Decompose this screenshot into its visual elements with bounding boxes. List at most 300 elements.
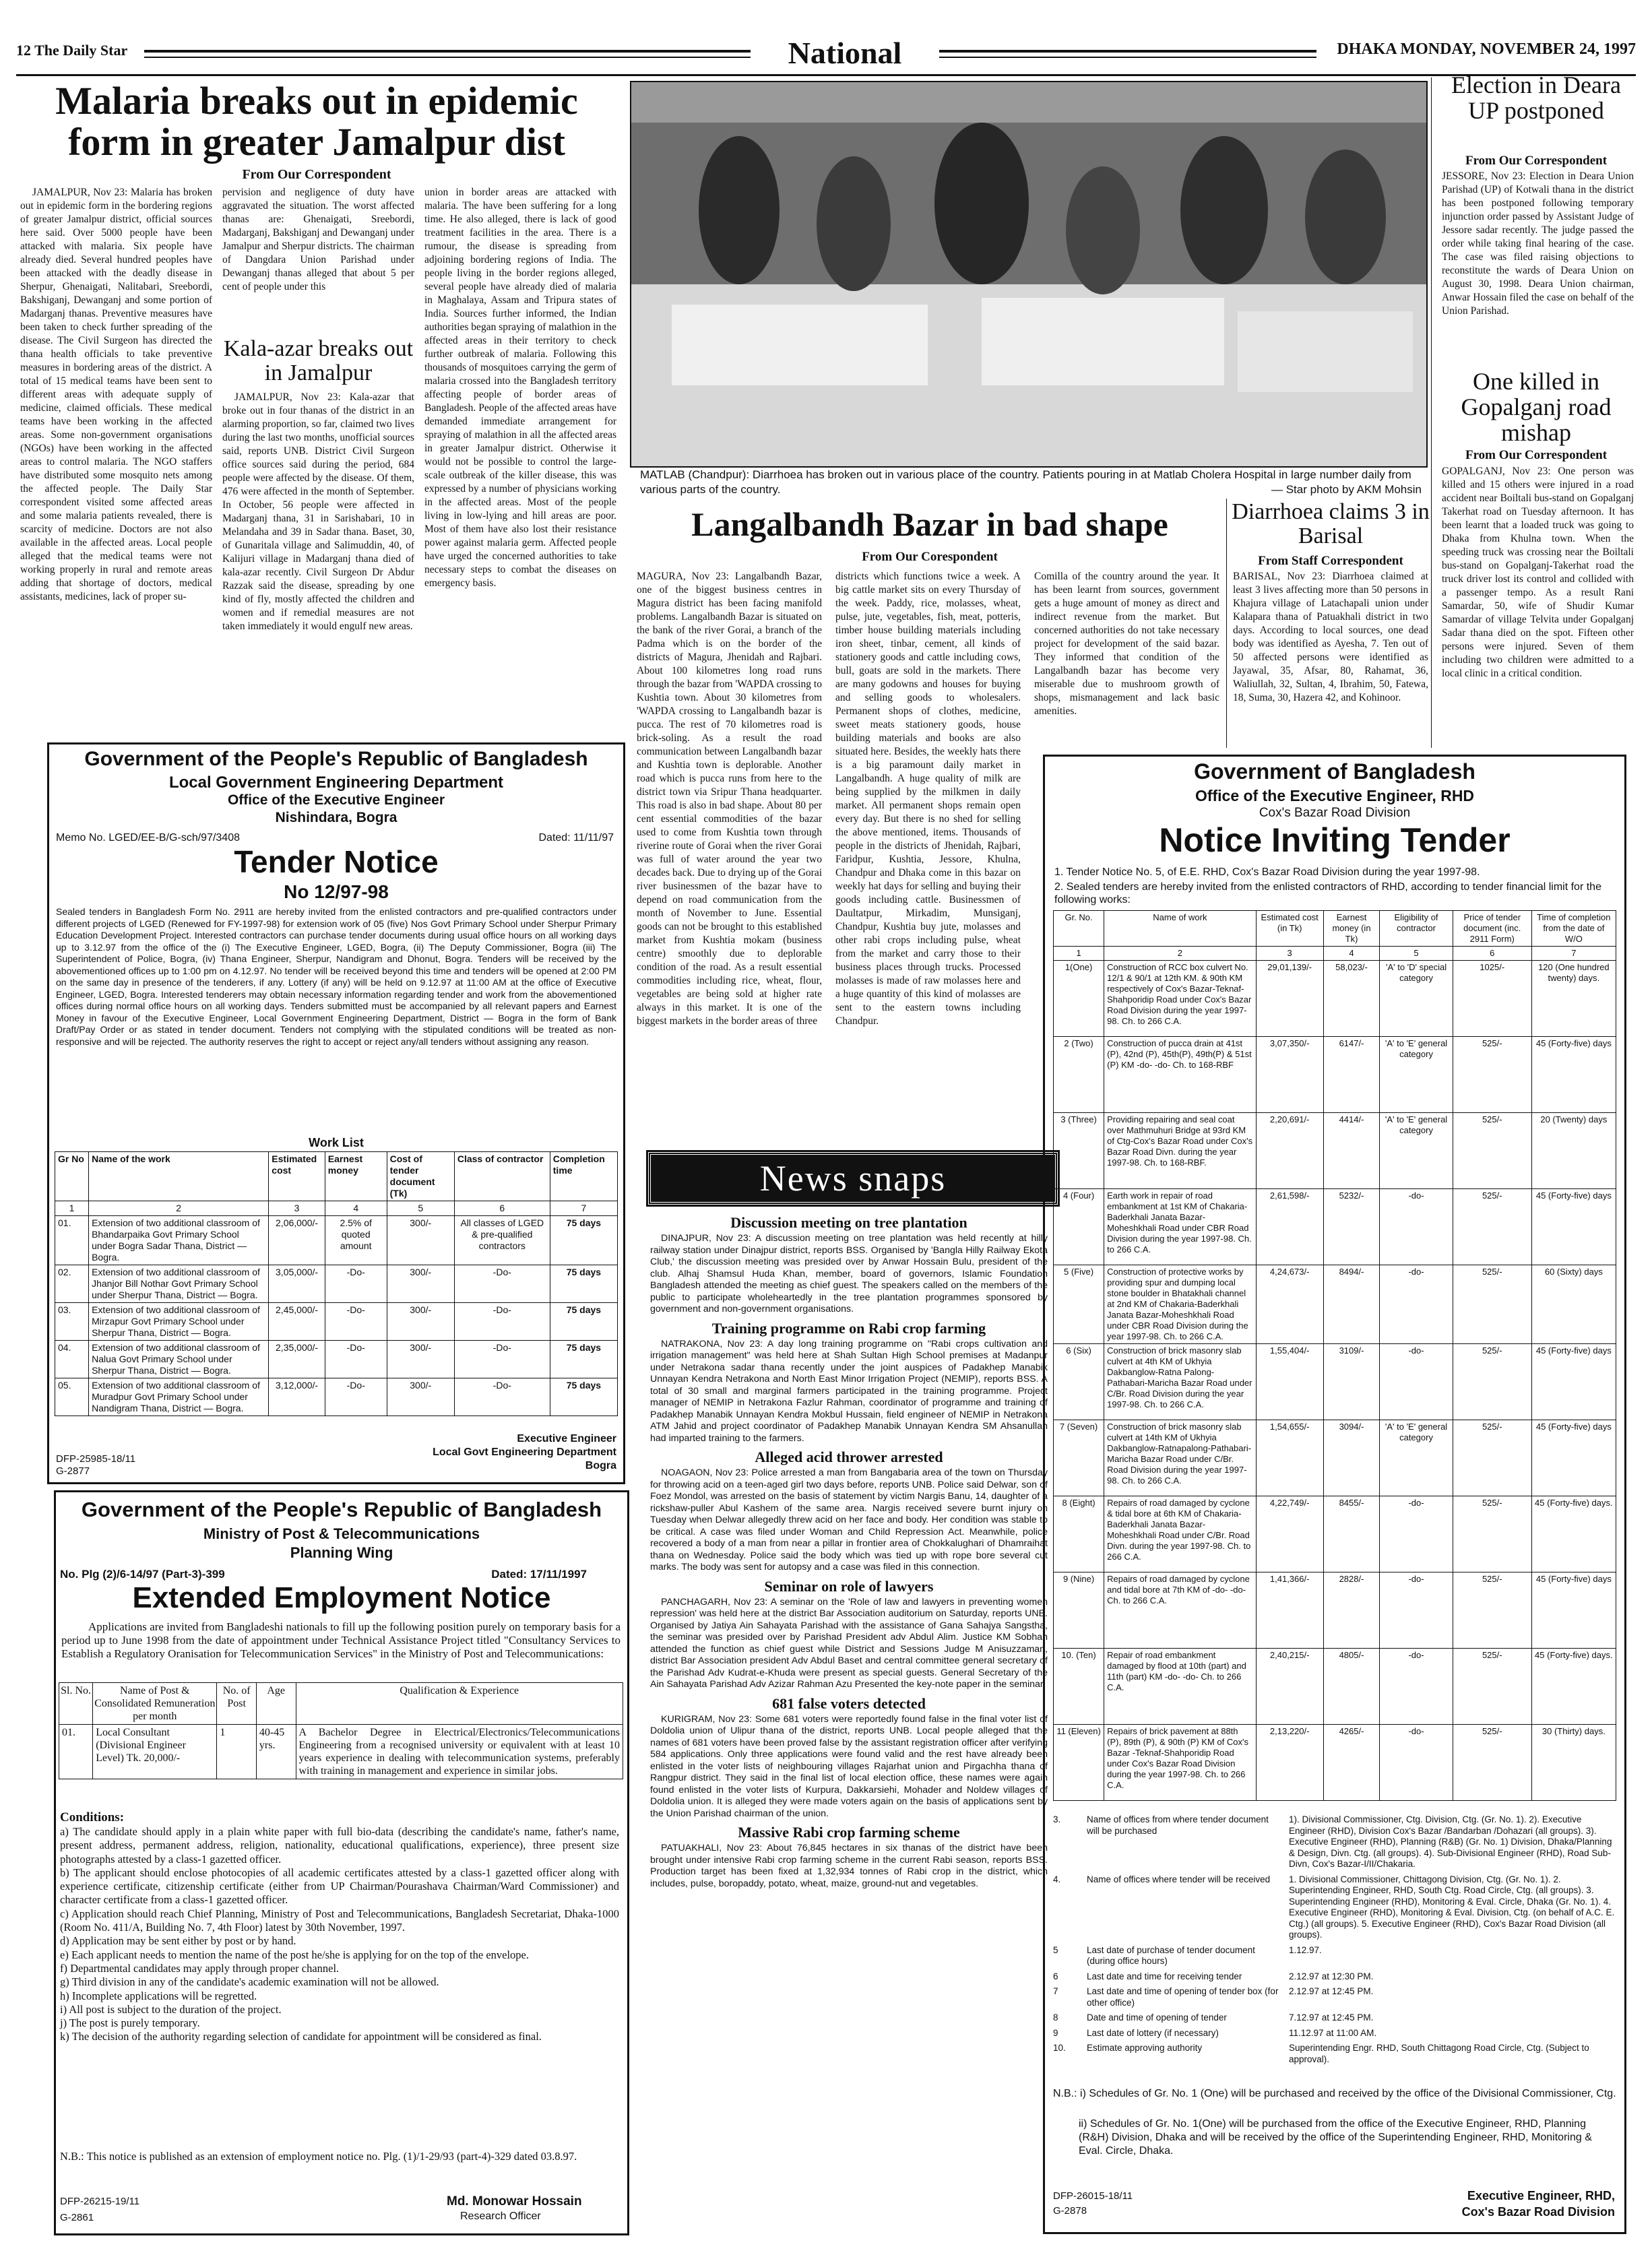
rhd-col-header: Estimated cost (in Tk) xyxy=(1256,911,1323,947)
langalbandh-headline: Langalbandh Bazar in bad shape xyxy=(691,505,1168,543)
snap-headline: 681 false voters detected xyxy=(772,1694,926,1712)
table-cell: 3 (Three) xyxy=(1054,1113,1104,1189)
table-cell: 2,13,220/- xyxy=(1256,1725,1323,1801)
condition-item: a) The candidate should apply in a plain white paper with full bio-data (describing the candidate's name, father's name, present address, permanent address, religion, nationality, educational qualifications, experience), three present size photographs attested by a class-1 gazetted officer. xyxy=(60,1825,619,1866)
table-row xyxy=(55,1216,618,1265)
table-cell: 525/- xyxy=(1453,1189,1531,1265)
malaria-col2: pervision and negligence of duty have aggravated the situation. The worst affected thanas are: Ghenaigati, Sreebordi, Madarganj, Bakshiganj and Dewanganj under Jamalpur and Sherpur districts. The chairman of Dangdara Union Parishad under Dewanganj thanas alleged that about 5 per cent of people under this xyxy=(222,187,414,292)
table-cell: Earth work in repair of road embankment at 1st KM of Chakaria-Baderkhali Janata Bazar-Moheshkhali Road under CBR Road Division during the year 1997-98. Ch. to 266 C.A. xyxy=(1104,1189,1256,1265)
snap-headline: Alleged acid thrower arrested xyxy=(755,1449,943,1465)
table-cell: 45 (Forty-five) days xyxy=(1531,1572,1616,1649)
rhd-col-header: Price of tender document (inc. 2911 Form) xyxy=(1453,911,1531,947)
rhd-p1: 1. Tender Notice No. 5, of E.E. RHD, Cox's Bazar Road Division during the year 1997-98. xyxy=(1054,866,1480,878)
info-label: Name of offices from where tender document will be purchased xyxy=(1087,1814,1269,1836)
rhd-col-number: 2 xyxy=(1104,947,1256,961)
table-cell: 40-45 yrs. xyxy=(256,1725,296,1779)
info-value: 2.12.97 at 12:45 PM. xyxy=(1289,1986,1374,1996)
deara-body: JESSORE, Nov 23: Election in Deara Union Parishad (UP) of Kotwali thana in the district has been postponed following temporary injunction order passed by Assistant Judge of Jessore sadar recently. The judge passed the order while taking final hearing of the case. The case was filed raising objections to reconstitute the wards of Deara Union on August 30, 1998. Deara Union chairman, Anwar Hossain filed the case on behalf of the Union Parishad. xyxy=(1442,170,1634,317)
table-cell: 2,45,000/- xyxy=(269,1303,325,1341)
rhd-col-number: 6 xyxy=(1453,947,1531,961)
table-cell: -do- xyxy=(1380,1725,1453,1801)
lged-col-header: Earnest money xyxy=(325,1152,387,1201)
table-cell: Construction of brick masonry slab culvert at 14th KM of Ukhyia Dakbanglow-Ratnapalong-Pathabari-Maricha Bazar Road under C/Br. Road Division during the year 1997-98. Ch. to 266 C.A. xyxy=(1104,1420,1256,1496)
top-rule xyxy=(16,74,1636,76)
malaria-headline: Malaria breaks out in epidemic form in greater Jamalpur dist xyxy=(55,79,578,164)
table-cell: 75 days xyxy=(550,1341,617,1378)
info-label: Last date of lottery (if necessary) xyxy=(1087,2027,1219,2038)
info-label: Last date and time of opening of tender box (for other office) xyxy=(1087,1986,1279,2008)
photo-credit: — Star photo by AKM Mohsin xyxy=(1271,483,1422,496)
table-cell: 6147/- xyxy=(1323,1037,1380,1113)
deara-byline: From Our Correspondent xyxy=(1465,154,1608,168)
table-cell: 'A' to 'D' special category xyxy=(1380,961,1453,1037)
lged-work-table xyxy=(55,1151,618,1416)
table-row xyxy=(1054,1725,1616,1801)
table-cell: 10. (Ten) xyxy=(1054,1649,1104,1725)
table-cell: 2,40,215/- xyxy=(1256,1649,1323,1725)
rhd-div: Cox's Bazar Road Division xyxy=(1259,806,1411,820)
table-cell: 01. xyxy=(59,1725,93,1779)
table-cell: -Do- xyxy=(325,1303,387,1341)
lged-tender-notice xyxy=(47,742,625,1484)
table-cell: 3,12,000/- xyxy=(269,1378,325,1416)
table-cell: 01. xyxy=(55,1216,89,1265)
lged-sign2: Local Govt Engineering Department xyxy=(433,1447,616,1458)
info-row xyxy=(1053,2028,1616,2039)
emp-ministry: Ministry of Post & Telecommunications xyxy=(203,1525,480,1542)
malaria-col3: union in border areas are attacked with malaria. The have been suffering for a long time. He also alleged, there is lack of good treatment facilities in the area. There is a rumour, the disease is spreading from adjoining bordering regions of India. The people living in the border regions alleged, several people have already died of malaria in Maghalaya, Assam and Tripura states of India. Sources further informed, the Indian authorities began spraying of malathion in the affected areas in their territory to check further outbreak of malaria. Following this thousands of mosquitoes carrying the germ of malaria crossed into the Bangladesh territory affecting people of border areas of Bangladesh. People of the affected areas have demanded immediate arrangement for spraying of malathion in all the affected areas in greater Jamalpur district. Otherwise it would not be possible to control the large-scale outbreak of the killer disease, this was expressed by a number of physicians working in the affected areas. Most of the people living in low-lying and hill areas are poor. Most of them have also lost their resistance power against malaria germ. Affected people have urged the concerned authorities to take necessary steps to combat the diseases on emergency basis. xyxy=(424,187,616,589)
snap-headline: Seminar on role of lawyers xyxy=(764,1577,934,1595)
table-row xyxy=(1054,1189,1616,1265)
rhd-col-number: 5 xyxy=(1380,947,1453,961)
table-cell: 2,61,598/- xyxy=(1256,1189,1323,1265)
lged-col-number: 2 xyxy=(89,1201,269,1216)
emp-intro: Applications are invited from Bangladeshi nationals to fill up the following position purely on temporary basis for a period up to June 1998 from the date of appointment under Technical Assistance Project titled "Consultancy Services to Establish a Regulatory Oranisation for Telecommunication Services" in the Ministry of Post and Telecommunications: xyxy=(61,1620,621,1660)
news-snaps-list xyxy=(650,1210,1048,2221)
barisal-headline: Diarrhoea claims 3 in Barisal xyxy=(1232,499,1430,548)
table-cell: 1,55,404/- xyxy=(1256,1344,1323,1420)
table-cell: 1 xyxy=(217,1725,257,1779)
table-cell: 8 (Eight) xyxy=(1054,1496,1104,1572)
table-row xyxy=(55,1378,618,1416)
info-value: Superintending Engr. RHD, South Chittagong Road Circle, Ctg. (Subject to approval). xyxy=(1289,2043,1589,2064)
table-row xyxy=(55,1265,618,1303)
table-cell: Extension of two additional classroom of Nalua Govt Primary School under Sherpur Thana, District — Bogra. xyxy=(89,1341,269,1378)
table-row xyxy=(1054,1572,1616,1649)
rhd-col-header: Name of work xyxy=(1104,911,1256,947)
lged-col-header: Name of the work xyxy=(89,1152,269,1201)
table-cell: Repair of road embankment damaged by flood at 10th (part) and 11th (part) KM -do- -do- Ch. to 266 C.A. xyxy=(1104,1649,1256,1725)
table-cell: 525/- xyxy=(1453,1725,1531,1801)
table-cell: 45 (Forty-five) days. xyxy=(1531,1496,1616,1572)
emp-col-header: Qualification & Experience xyxy=(296,1683,623,1725)
table-cell: 75 days xyxy=(550,1303,617,1341)
table-cell: 8494/- xyxy=(1323,1265,1380,1344)
table-cell: 3109/- xyxy=(1323,1344,1380,1420)
rhd-nb2: ii) Schedules of Gr. No. 1(One) will be purchased from the office of the Executive Engineer, RHD, Planning (R&H) Division, Dhaka and will be received by the office of the Superintending Engineer, RHD, Monitoring & Eval. Circle, Dhaka. xyxy=(1079,2118,1592,2157)
emp-nb: N.B.: This notice is published as an extension of employment notice no. Plg. (1)/1-29/93 (part-4)-329 dated 03.8.97. xyxy=(60,2150,577,2163)
rhd-col-header: Eligibility of contractor xyxy=(1380,911,1453,947)
table-cell: 9 (Nine) xyxy=(1054,1572,1104,1649)
langalbandh-col1: MAGURA, Nov 23: Langalbandh Bazar, one of the biggest business centres in Magura district has been facing manifold problems. Langalbandh Bazar is situated on the bank of the river Gorai, a branch of the Padma which is on the border of the districts of Magura, Jhenidah and Rajbari. About 100 kilometres long road runs through the bazar from 'WAPDA crossing to Kushtia town. About 30 kilometres from 'WAPDA crossing to Langalbandh bazar is pucca. The rest of 70 kilometres road is brick-soling. As a result the road communication between Langalbandh bazar and Kushtia town is deplorable. Another road which is pucca runs from here to the district town via Sripur Thana headquarter. This road is also in bad shape. About 80 per cent essential commodities of the bazar used to come from Kushtia town through riverine route of Gorai when the river Gorai was full of water around the year two decades back. Due to drying up of the Gorai river businessmen of the bazar have to depend on road communication from the month of November to June. Essential goods can not be brought to this established market from Kushtia mokam (business centre) smoothly due to deplorable condition of the road. As a result essential commodities including rice, wheat, flour, vegetables are being sold at higher rate always in this market. It is one of the biggest markets in the border areas of three xyxy=(637,571,822,1027)
table-row xyxy=(1054,961,1616,1037)
info-row xyxy=(1053,1971,1616,1983)
table-row xyxy=(1054,1649,1616,1725)
lged-no: No 12/97-98 xyxy=(284,881,389,902)
condition-item: c) Application should reach Chief Planning, Ministry of Post and Telecommunications, Bangladesh Secretariat, Dhaka-1000 (Room No. 411/A, Building No. 7, 4th Floor) latest by 30th November, 1997. xyxy=(60,1907,619,1934)
column-rule xyxy=(1226,499,1227,748)
photo-caption xyxy=(640,468,1422,497)
condition-item: k) The decision of the authority regarding selection of candidate for appointment will be considered as final. xyxy=(60,2030,542,2043)
lged-sign3: Bogra xyxy=(585,1460,616,1471)
langalbandh-col2: districts which functions twice a week. A big cattle market sits on every Thursday of the week. Paddy, rice, molasses, wheat, pulse, jute, vegetables, fish, meat, potteris, timber house building materials including iron sheet, tinbar, cement, all kinds of stationery goods and cattle including cows, bull, goats are sold in the markets. There are many godowns and houses for buying and selling goods to wholesalers. Permanent shops of clothes, medicine, sweet meats stationery goods, house building materials and books are also situated here. Besides, the weekly hats there is a big paramount daily market in Langalbandh. A huge quality of milk are being supplied by the milkmen in daily market. All permanent shops remain open every day. But there is no shed for selling the above mentioned, items. Thousands of people in the districts of Jhenidah, Rajbari, Faridpur, Kushtia, Jessore, Khulna, Chandpur and Dhaka come in this bazar on weekly hat days for selling and buying their goods including cattle. Businessmen of Daultatpur, Mirkadim, Munsiganj, Chandpur, Kushtia buy jute, molasses and other rabi crops including pulse, wheat from the market and carry those to their business places through trucks. Processed molasses is made of raw molasses here and a huge quantity of this kind of molasses are sent to the eastern towns including Chandpur. xyxy=(835,571,1021,1027)
kalazar-headline: Kala-azar breaks out in Jamalpur xyxy=(223,336,414,385)
table-cell: 5232/- xyxy=(1323,1189,1380,1265)
condition-item: f) Departmental candidates may apply through proper channel. xyxy=(60,1961,340,1975)
table-cell: 'A' to 'E' general category xyxy=(1380,1420,1453,1496)
barisal-body: BARISAL, Nov 23: Diarrhoea claimed at least 3 lives affecting more than 50 persons in Khajura village of Latachapali union under Kalapara thana of Patuakhali district in two days. According to local sources, one dead body was identified as Ayesha, 7. Ten out of 50 affected persons were identified as Jayawal, 35, Afsar, 80, Rahamat, 36, Waliullah, 32, Sultan, 4, Ibrahim, 50, Fatewa, 18, Suma, 30, Hazera 42, and Kohinoor. xyxy=(1233,571,1428,703)
barisal-byline: From Staff Correspondent xyxy=(1258,554,1403,568)
table-cell: 120 (One hundred twenty) days. xyxy=(1531,961,1616,1037)
lged-title: Tender Notice xyxy=(234,844,439,879)
langalbandh-col3: Comilla of the country around the year. It has been learnt from sources, government gets a huge amount of money as direct and indirect revenue from the market. But concerned authorities do not take necessary project for development of the said bazar. They informed that condition of the Langalbandh bazar has become very miserable due to mushroom growth of shops, mismanagement and lack basic amenities. xyxy=(1034,571,1219,717)
table-cell: 3094/- xyxy=(1323,1420,1380,1496)
table-cell: 45 (Forty-five) days xyxy=(1531,1344,1616,1420)
table-cell: 1,41,366/- xyxy=(1256,1572,1323,1649)
malaria-byline: From Our Correspondent xyxy=(242,167,391,182)
table-cell: 525/- xyxy=(1453,1037,1531,1113)
news-snaps-title: News snaps xyxy=(759,1158,947,1199)
table-cell: -Do- xyxy=(454,1378,550,1416)
table-row xyxy=(55,1341,618,1378)
table-cell: Repairs of road damaged by cyclone & tidal bore at 6th KM of Chakaria-Baderkhali Janata Bazar-Moheshkhali Road under C/Br. Road Divn. during the year 1997-98. Ch. to 266 C.A. xyxy=(1104,1496,1256,1572)
table-cell: 'A' to 'E' general category xyxy=(1380,1113,1453,1189)
lged-col-number: 7 xyxy=(550,1201,617,1216)
rhd-col-number: 3 xyxy=(1256,947,1323,961)
rhd-col-header: Gr. No. xyxy=(1054,911,1104,947)
lged-col-header: Gr No xyxy=(55,1152,89,1201)
table-row xyxy=(55,1303,618,1341)
masthead-rule-left-2 xyxy=(144,57,751,58)
gopalganj-headline: One killed in Gopalganj road mishap xyxy=(1461,368,1612,446)
gopalganj-body: GOPALGANJ, Nov 23: One person was killed and 15 others were injured in a road accident near Boiltali bus-stand on Gopalganj Takerhat road on Tuesday afternoon. It has been learnt that a loaded truck was going to Dhaka from Khulna town. When the speeding truck was crossing near the Boiltali bus-stand on Gopalganj-Takerhat road the truck driver lost its control and collided with a passenger tempo. As a result Rani Samardar, 50, wife of Shudir Kumar Samardar of village Telvita under Gopalganj Sadar thana died on the spot. Fifteen other persons were injured. Seven of them including two children were admitted to a local clinic in a critical condition. xyxy=(1442,466,1634,679)
condition-item: i) All post is subject to the duration of the project. xyxy=(60,2002,282,2016)
rhd-col-number: 4 xyxy=(1323,947,1380,961)
rhd-nb1: N.B.: i) Schedules of Gr. No. 1 (One) will be purchased and received by the office of the Divisional Commissioner, Ctg. xyxy=(1053,2088,1616,2099)
table-cell: 'A' to 'E' general category xyxy=(1380,1037,1453,1113)
lged-col-header: Estimated cost xyxy=(269,1152,325,1201)
rhd-p2: 2. Sealed tenders are hereby invited from the enlisted contractors of RHD, according to tender financial limit for the following works: xyxy=(1054,881,1601,905)
table-cell: Construction of protective works by providing spur and dumping local stone boulder in Bhatakhali channel at 2nd KM of Chakaria-Baderkhali Janata Bazar-Moheshkhali Road under CBR Road Division during the year 1997-98. Ch. to 266 C.A. xyxy=(1104,1265,1256,1344)
table-cell: 300/- xyxy=(387,1303,454,1341)
info-label: Last date of purchase of tender document (during office hours) xyxy=(1087,1944,1255,1966)
rhd-title: Notice Inviting Tender xyxy=(1159,821,1511,859)
info-row xyxy=(1053,1986,1616,2008)
table-cell: 2 (Two) xyxy=(1054,1037,1104,1113)
table-cell: -do- xyxy=(1380,1344,1453,1420)
table-cell: 2,35,000/- xyxy=(269,1341,325,1378)
masthead xyxy=(16,35,1636,73)
info-label: Date and time of opening of tender xyxy=(1087,2012,1227,2023)
emp-table xyxy=(59,1682,623,1779)
table-cell: Providing repairing and seal coat over Mathmuhuri Bridge at 93rd KM of Ctg-Cox's Bazar Road under Cox's Bazar Road Divn. during the year 1997-98. Ch. to 168-RBF. xyxy=(1104,1113,1256,1189)
lged-body: Sealed tenders in Bangladesh Form No. 2911 are hereby invited from the enlisted contractors and pre-qualified contractors under different projects of LGED (Renewed for FY-1997-98) for extension work of 05 (five) Nos Govt Primary School under Sherpur Primary Education Development Project. Interested contractors can purchase tender documents during usual office hours on all working days up to 3.12.97 from the office of the (i) The Executive Engineer, LGED, Bogra, (ii) The Deputy Commissioner, Bogra (iii) The Superintendent of Police, Bogra, (iv) Thana Engineer, Sherpur, Nandigram and Dhonut, Bogra. Tenders will be received by the abovementioned offices up to 1:00 pm on 4.12.97. No tender will be received beyond this time and tenders will be opened at 2:00 PM on the same day in presence of the tenderers, if any. Lottery (if any) will be held on 9.12.97 at 11:00 AM at the office of Executive Engineer, LGED, Bogra. Interested tenderers may obtain necessary information regarding tender and work from the abovementioned offices during normal office hours on all working days. Tenders submitted must be accompanied by all relevant papers and Earnest Money in favour of the Executive Engineer, Local Government Engineering Department, District — Bogra in the form of Bank Draft/Pay Order or as stated in tender document. Tenders not complying with the stipulated conditions will be treated as non-responsive and will be rejected. The authority reserves the right to accept or reject any/all tenders without assigning any reason. xyxy=(56,906,616,1047)
info-row xyxy=(1053,1814,1616,1870)
table-cell: 3,05,000/- xyxy=(269,1265,325,1303)
table-cell: Extension of two additional classroom of Bhandarpaika Govt Primary School under Bogra Sadar Thana, District — Bogra. xyxy=(89,1216,269,1265)
table-cell: 300/- xyxy=(387,1216,454,1265)
lged-dept: Local Government Engineering Department xyxy=(168,773,504,792)
table-row xyxy=(1054,1113,1616,1189)
gopalganj-byline: From Our Correspondent xyxy=(1465,448,1608,462)
table-cell: 525/- xyxy=(1453,1265,1531,1344)
info-num: 5 xyxy=(1053,1944,1058,1955)
table-cell: 75 days xyxy=(550,1265,617,1303)
table-cell: -Do- xyxy=(454,1303,550,1341)
info-num: 9 xyxy=(1053,2027,1058,2038)
lged-gov: Government of the People's Republic of Bangladesh xyxy=(84,748,588,770)
employment-notice xyxy=(54,1490,629,2235)
info-value: 11.12.97 at 11:00 AM. xyxy=(1289,2027,1377,2038)
table-row xyxy=(1054,1344,1616,1420)
table-cell: 525/- xyxy=(1453,1572,1531,1649)
table-cell: Extension of two additional classroom of Muradpur Govt Primary School under Nandigram Thana, District — Bogra. xyxy=(89,1378,269,1416)
snap-body: KURIGRAM, Nov 23: Some 681 voters were reportedly found false in the final voter list of Doldolia union of Ulipur thana of the district, reports UNB. Local people alleged that the names of 681 voters have been proved false by the assistant registration officer after verifying 584 applications. Only three applications were found valid and the rest have already been enlisted in the voter lists of neighbouring villages Rajarhat union and Pirgachha thana of Rangpur district. They said in the final list of local election office, these names were again found enlisted in the voter lists of Kurpura, Dakkarsiehi, Mohader and Noldew villages of Doldolia union. It is alleged they were made voters again on the basis of applications sent by the Union Parishad chairman of the union. xyxy=(650,1713,1048,1819)
table-cell: Extension of two additional classroom of Mirzapur Govt Primary School under Sherpur Thana, District — Bogra. xyxy=(89,1303,269,1341)
table-cell: Construction of RCC box culvert No. 12/1 & 90/1 at 12th KM. & 90th KM respectively of Cox's Bazar-Teknaf-Shahporidip Road under Cox's Bazar Road Division during the year 1997-98. Ch. to 266 C.A. xyxy=(1104,961,1256,1037)
snap-body: PANCHAGARH, Nov 23: A seminar on the 'Role of law and lawyers in preventing women repression' was held here at the district Bar Association auditorium on Saturday, reports UNB. Organised by Jatiya Ain Sahayata Parishad with the assistance of Gana Sahajya Sangstha, the seminar was presided over by Parishad President adv Abdul Alim. Justice KM Sobhan attended the function as chief guest while District and Sessions Judge M Anisuzzaman, district Bar Association president Adv Abdul Baset and central committee general secretary of the Parishad Adv Kudrat-e-Khuda were present as special guests. General Secretary of the Ain Sahayata Parishad Adv Azizar Rahman Azu Presented the key-note paper in the seminar. xyxy=(650,1596,1048,1690)
table-cell: -Do- xyxy=(454,1341,550,1378)
info-value: 1. Divisional Commissioner, Chittagong Division, Ctg. (Gr. No. 1). 2. Superintending Engineer, RHD, South Ctg. Road Circle, Ctg. (all groups). 3. Superintending Engineer (RHD), Monitoring & Eval. Circle, Dhaka (Gr. No. 1). 4. Executive Engineer (RHD), Monitoring & Eval. Division, Ctg. (on behalf of A.C. E. Ctg.) (all groups). 5. Executive Engineer (RHD), Cox's Bazar Road Division (all groups). xyxy=(1289,1874,1615,1940)
table-cell: -do- xyxy=(1380,1189,1453,1265)
table-cell: 7 (Seven) xyxy=(1054,1420,1104,1496)
table-cell: 60 (Sixty) days xyxy=(1531,1265,1616,1344)
table-cell: -do- xyxy=(1380,1265,1453,1344)
table-cell: 2,06,000/- xyxy=(269,1216,325,1265)
emp-col-header: Sl. No. xyxy=(59,1683,93,1725)
snap-body: NOAGAON, Nov 23: Police arrested a man from Bangabaria area of the town on Thursday for throwing acid on a teen-aged girl two days before, reports UNB. Police said Delwar, son of Foez Mondol, was arrested on the basis of statement by victim Nargis Banu, 14, daughter of a rickshaw-puller Abul Kashem of the same area. Nargis received severe burnt injury on Tuesday when Delwar allegedly threw acid on her face and body. Her condition was stable to be critical. A case was filed under Woman and Child Repression Act. Meanwhile, police recovered a body of a man from near a pillar in frontier area of Chokkalughari of Dhamraihat thana on Wednesday. Police said the body which was tied up with rope bore several cut marks. The body was sent for autopsy and a case was filed in this connection. xyxy=(650,1467,1048,1572)
table-cell: -Do- xyxy=(325,1341,387,1378)
table-cell: -Do- xyxy=(325,1265,387,1303)
emp-dated: Dated: 17/11/1997 xyxy=(491,1568,587,1581)
lged-col-header: Completion time xyxy=(550,1152,617,1201)
rhd-office: Office of the Executive Engineer, RHD xyxy=(1195,787,1475,804)
lged-col-number: 3 xyxy=(269,1201,325,1216)
snap-headline: Discussion meeting on tree plantation xyxy=(730,1214,967,1231)
table-cell: -Do- xyxy=(454,1265,550,1303)
info-num: 3. xyxy=(1053,1814,1061,1824)
table-cell: 45 (Forty-five) days. xyxy=(1531,1649,1616,1725)
page-number: 12 The Daily Star xyxy=(16,42,128,59)
snap-headline: Training programme on Rabi crop farming xyxy=(711,1319,986,1337)
table-row xyxy=(1054,1037,1616,1113)
table-cell: 6 (Six) xyxy=(1054,1344,1104,1420)
rhd-sign2: Cox's Bazar Road Division xyxy=(1461,2205,1615,2219)
table-cell: Local Consultant (Divisional Engineer Level) Tk. 20,000/- xyxy=(93,1725,217,1779)
lged-office: Office of the Executive Engineer xyxy=(227,792,445,808)
info-value: 7.12.97 at 12:45 PM. xyxy=(1289,2012,1374,2023)
info-label: Estimate approving authority xyxy=(1087,2043,1203,2053)
kalazar-body: JAMALPUR, Nov 23: Kala-azar that broke out in four thanas of the district in an alarming proportion, so far, claimed two lives during the last two months, unofficial sources said, reports UNB. District Civil Surgeon office sources said during the period, 684 people were affected by the disease. Of them, 476 were affected in the month of September. In October, 56 people were affected in Madarganj thana, 31 in Sarishabari, 10 in Melandaha and 39 in Sadar thana. Baset, 30, of Gunaritala village and Salimuddin, 40, of Kalijuri village in Madarganj thana died of kala-azar recently. Civil Surgeon Dr Abdur Razzak said the disease, spreading by one kind of fly, mostly affected the children and women and if remedial measures are not taken immediately it would engulf new areas. xyxy=(222,391,414,632)
lged-place: Nishindara, Bogra xyxy=(275,810,398,825)
column-rule xyxy=(1431,77,1432,748)
table-cell: 05. xyxy=(55,1378,89,1416)
info-row xyxy=(1053,1945,1616,1967)
table-cell: 525/- xyxy=(1453,1420,1531,1496)
condition-item: h) Incomplete applications will be regretted. xyxy=(60,1989,257,2002)
lged-sign1: Executive Engineer xyxy=(517,1433,616,1444)
table-cell: Repairs of road damaged by cyclone and tidal bore at 7th KM of -do- -do- Ch. to 266 C.A. xyxy=(1104,1572,1256,1649)
info-value: 2.12.97 at 12:30 PM. xyxy=(1289,1971,1374,1981)
rhd-work-table xyxy=(1053,910,1616,1801)
snap-body: PATUAKHALI, Nov 23: About 76,845 hectares in six thanas of the district have been brought under intensive Rabi crop farming scheme in the current Rabi season, reports BSS. Production target has been fixed at 1,32,934 tonnes of Rabi crop in the district, which includes, pulse, boropaddy, potato, wheat, maize, ground-nut and vegetables. xyxy=(650,1843,1048,1889)
info-value: 1.12.97. xyxy=(1289,1944,1322,1955)
emp-signer-title: Research Officer xyxy=(460,2211,541,2222)
table-cell: 4,24,673/- xyxy=(1256,1265,1323,1344)
emp-title: Extended Employment Notice xyxy=(132,1581,551,1614)
lged-col-number: 1 xyxy=(55,1201,89,1216)
table-cell: Repairs of brick pavement at 88th (P), 89th (P), & 90th (P) KM of Cox's Bazar -Teknaf-Shahporidip Road under Cox's Bazar Road Division during the year 1997-98. Ch. to 266 C.A. xyxy=(1104,1725,1256,1801)
lged-memo: Memo No. LGED/EE-B/G-sch/97/3408 xyxy=(56,832,240,844)
table-cell: 1(One) xyxy=(1054,961,1104,1037)
lged-dated: Dated: 11/11/97 xyxy=(538,832,614,844)
table-cell: 4414/- xyxy=(1323,1113,1380,1189)
rhd-col-header: Earnest money (in Tk) xyxy=(1323,911,1380,947)
photo-texture xyxy=(631,82,1426,466)
rhd-dfp: DFP-26015-18/11 xyxy=(1053,2190,1133,2202)
info-num: 8 xyxy=(1053,2012,1058,2023)
table-cell: 525/- xyxy=(1453,1344,1531,1420)
emp-col-header: Name of Post & Consolidated Remuneration per month xyxy=(93,1683,217,1725)
langalbandh-byline: From Our Corespondent xyxy=(862,550,998,564)
emp-conditions-label: Conditions: xyxy=(60,1810,125,1824)
emp-dfp: DFP-26215-19/11 xyxy=(60,2196,140,2207)
emp-g: G-2861 xyxy=(60,2212,94,2223)
table-cell: 75 days xyxy=(550,1378,617,1416)
emp-gov: Government of the People's Republic of Bangladesh xyxy=(81,1498,602,1521)
rhd-col-number: 1 xyxy=(1054,947,1104,961)
rhd-extra-info xyxy=(1053,1814,1616,2069)
table-cell: 5 (Five) xyxy=(1054,1265,1104,1344)
rhd-col-header: Time of completion from the date of W/O xyxy=(1531,911,1616,947)
table-cell: 2828/- xyxy=(1323,1572,1380,1649)
info-row xyxy=(1053,2043,1616,2065)
table-cell: 45 (Forty-five) days xyxy=(1531,1420,1616,1496)
condition-item: b) The applicant should enclose photocopies of all academic certificates attested by a class-1 gazetted officer along with experience certificate, citizenship certificate (either from UP Chairman/Pourashava Chairman/Ward Commissioner) and character certificate from a class-1 gazetted officer. xyxy=(60,1866,619,1907)
snap-body: NATRAKONA, Nov 23: A day long training programme on "Rabi crops cultivation and irrigation management" was held here at Shah Sultan High School premises at Madanpur under Netrakona sadar thana recently under the joint auspices of Padakhep Manabik Unnayan Kendra Netrakona and North East Minor Irrigation Project (NEMIP), reports BSS. A total of 30 small and marginal farmers participated in the training programme. Project manager of NEMIP in Netrakona Fazlur Rahman, coordinator of programme and training of Padakhep Manabik Unnayan Kendra Mokbul Hussain, field engineer of NEMIP in Netrakona ATM Jahid and project coordinator of Padakhep Manabik Unnayan Kendra SM Ahsanullah had imparted training to the farmers. xyxy=(650,1338,1048,1444)
date-line: DHAKA MONDAY, NOVEMBER 24, 1997 xyxy=(1337,40,1636,58)
table-cell: 75 days xyxy=(550,1216,617,1265)
table-cell: 4805/- xyxy=(1323,1649,1380,1725)
table-cell: 03. xyxy=(55,1303,89,1341)
table-cell: 29,01,139/- xyxy=(1256,961,1323,1037)
table-cell: -do- xyxy=(1380,1649,1453,1725)
table-cell: 04. xyxy=(55,1341,89,1378)
lged-g: G-2877 xyxy=(56,1465,90,1477)
table-cell: 2,20,691/- xyxy=(1256,1113,1323,1189)
info-row xyxy=(1053,1874,1616,1941)
table-cell: 30 (Thirty) days. xyxy=(1531,1725,1616,1801)
table-cell: -Do- xyxy=(325,1378,387,1416)
table-row xyxy=(1054,1265,1616,1344)
lged-col-header: Class of contractor xyxy=(454,1152,550,1201)
table-cell: 4,22,749/- xyxy=(1256,1496,1323,1572)
masthead-rule-left xyxy=(144,50,751,53)
info-label: Last date and time for receiving tender xyxy=(1087,1971,1242,1981)
snap-headline: Massive Rabi crop farming scheme xyxy=(738,1824,960,1841)
section-title: National xyxy=(788,36,902,70)
news-snaps-banner xyxy=(648,1152,1058,1205)
emp-wing: Planning Wing xyxy=(290,1544,393,1561)
table-cell: 525/- xyxy=(1453,1649,1531,1725)
lged-col-header: Cost of tender document (Tk) xyxy=(387,1152,454,1201)
info-num: 10. xyxy=(1053,2043,1066,2053)
deara-headline: Election in Deara UP postponed xyxy=(1451,71,1621,124)
table-cell: 1025/- xyxy=(1453,961,1531,1037)
table-cell: Extension of two additional classroom of Jhanjor Bill Nothar Govt Primary School under Sherpur Thana, District — Bogra. xyxy=(89,1265,269,1303)
info-num: 4. xyxy=(1053,1874,1061,1884)
table-cell: 300/- xyxy=(387,1265,454,1303)
table-cell: All classes of LGED & pre-qualified contractors xyxy=(454,1216,550,1265)
table-cell: A Bachelor Degree in Electrical/Electronics/Telecommunications Engineering from a recognised university or equivalent with at least 10 years experience in dealing with telecommunication systems, preferably with training in management and experience in similar jobs. xyxy=(296,1725,623,1779)
lged-dfp: DFP-25985-18/11 xyxy=(56,1453,136,1465)
table-cell: 4 (Four) xyxy=(1054,1189,1104,1265)
condition-item: e) Each applicant needs to mention the name of the post he/she is applying for on the top of the envelope. xyxy=(60,1948,530,1961)
table-row xyxy=(1054,1420,1616,1496)
table-cell: 525/- xyxy=(1453,1113,1531,1189)
emp-signer: Md. Monowar Hossain xyxy=(447,2194,582,2208)
table-cell: 4265/- xyxy=(1323,1725,1380,1801)
condition-item: g) Third division in any of the candidate's academic examination will not be allowed. xyxy=(60,1975,439,1989)
malaria-col1: JAMALPUR, Nov 23: Malaria has broken out in epidemic form in the bordering regions of greater Jamalpur district, official sources here said. Over 5000 people have been attacked with malaria. Six people have already died. Several hundred peoples have been attacked with the deadly disease in Sherpur, Ghenaigati, Nalitabari, Sreebordi, Bakshiganj, Dewanganj and some portion of Madarganj thanas. Preventive measures have been taken to check further spreading of the disease. The Civil Surgeon has directed the thana health officials to take preventive measures in bordering areas of the district. A total of 15 medical teams have been sent to different areas with adequate supply of medicine, claimed officials. These medical teams have been working in the affected areas. Some non-government organisations (NGOs) have been working in the affected areas to control malaria. The NGO staffers have distributed some mosquito nets among the affected people. The Daily Star correspondent visited some affected areas and some malaria patients revealed, there is scarcity of medicine. Doctors are not also available in the affected areas. Local people alleged that the medical teams were not working properly in rural and remote areas adding that shortage of doctors, medical assistants, medicines, lack of proper su- xyxy=(20,187,212,602)
lged-col-number: 6 xyxy=(454,1201,550,1216)
info-label: Name of offices where tender will be received xyxy=(1087,1874,1271,1884)
rhd-col-number: 7 xyxy=(1531,947,1616,961)
table-cell: 8455/- xyxy=(1323,1496,1380,1572)
table-cell: 20 (Twenty) days xyxy=(1531,1113,1616,1189)
table-cell: 45 (Forty-five) days xyxy=(1531,1189,1616,1265)
info-value: 1). Divisional Commissioner, Ctg. Division, Ctg. (Gr. No. 1). 2). Executive Engineer (RHD), Division Cox's Bazar /Bandarban /Dohazari (all groups). 3). Executive Engineer (RHD), Planning (R&B) (Gr. No. 1) Division, Dhaka/Planning & Design, Divn. Ctg. (all groups). 4). Sub-Divisional Engineer (RHD), Road Sub-Divn, Cox's Bazar-I/II/Chakaria. xyxy=(1289,1814,1612,1869)
emp-col-header: No. of Post xyxy=(217,1683,257,1725)
emp-conditions xyxy=(60,1825,619,2044)
info-row xyxy=(1053,2012,1616,2024)
info-num: 6 xyxy=(1053,1971,1058,1981)
rhd-gov: Government of Bangladesh xyxy=(1194,759,1475,784)
lged-worklist: Work List xyxy=(309,1136,364,1149)
table-cell: 02. xyxy=(55,1265,89,1303)
lged-col-number: 5 xyxy=(387,1201,454,1216)
info-num: 7 xyxy=(1053,1986,1058,1996)
table-cell: 45 (Forty-five) days xyxy=(1531,1037,1616,1113)
lged-col-number: 4 xyxy=(325,1201,387,1216)
table-cell: -do- xyxy=(1380,1572,1453,1649)
table-cell: -do- xyxy=(1380,1496,1453,1572)
table-cell: 300/- xyxy=(387,1378,454,1416)
condition-item: j) The post is purely temporary. xyxy=(60,2016,200,2030)
masthead-rule-right xyxy=(939,50,1316,53)
table-cell: Construction of pucca drain at 41st (P), 42nd (P), 45th(P), 49th(P) & 51st (P) KM -do- -do- Ch. to 168-RBF xyxy=(1104,1037,1256,1113)
rhd-tender-notice xyxy=(1043,755,1626,2234)
table-cell: Construction of brick masonry slab culvert at 4th KM of Ukhyia Dakbanglow-Ratna Palong-Pathabari-Maricha Bazar Road under C/Br. Road Division during the year 1997-98. Ch. to 266 C.A. xyxy=(1104,1344,1256,1420)
emp-no: No. Plg (2)/6-14/97 (Part-3)-399 xyxy=(60,1568,225,1581)
snap-body: DINAJPUR, Nov 23: A discussion meeting on tree plantation was held recently at hilly railway station under Dinajpur district, reports BSS. Organised by 'Bangla Hilly Railway Ekota Club,' the discussion meeting was presided over by Anwar Hossain Bulu, president of the club. Alhaj Shamsul Huda Khan, member, board of governors, Islamic Foundation Bangladesh attended the meeting as chief guest. The speakers called on the members of the public to participate wholeheartedly in the tree plantation programmes sponsored by government and non-government organisations. xyxy=(650,1233,1048,1314)
photo-caption-text: MATLAB (Chandpur): Diarrhoea has broken out in various place of the country. Patients pouring in at Matlab Cholera Hospital in large number daily from various parts of the country. xyxy=(640,468,1411,496)
table-cell: 3,07,350/- xyxy=(1256,1037,1323,1113)
condition-item: d) Application may be sent either by post or by hand. xyxy=(60,1934,296,1948)
table-cell: 11 (Eleven) xyxy=(1054,1725,1104,1801)
table-cell: 1,54,655/- xyxy=(1256,1420,1323,1496)
rhd-g: G-2878 xyxy=(1053,2205,1087,2217)
